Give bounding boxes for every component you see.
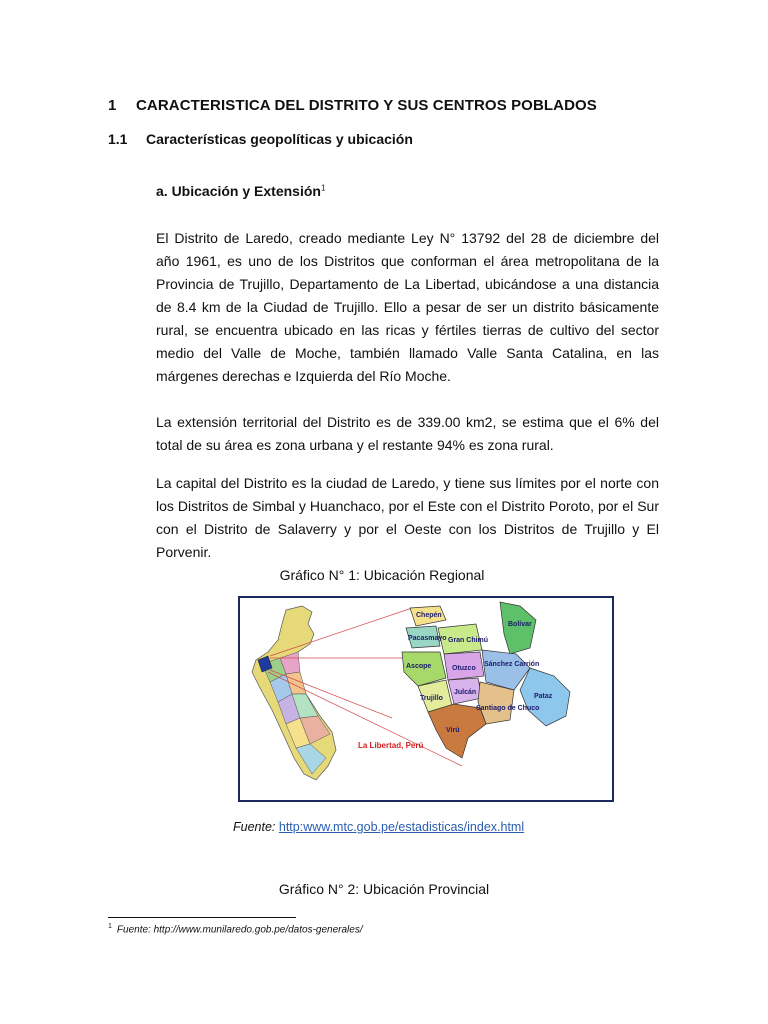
- footnote-mark: 1: [108, 923, 112, 930]
- footnote-text: Fuente: http://www.munilaredo.gob.pe/datos-generales/: [116, 924, 363, 936]
- paragraph-limits: La capital del Distrito es la ciudad de Laredo, y tiene sus límites por el norte con los Distritos de Simbal y Huanchaco, por el Este con el Distrito Poroto, por el Sur con el Distrito de Salaverry y por el Oeste con los Distritos de Trujillo y El Porvenir.: [156, 475, 659, 560]
- footnote: [108, 923, 363, 935]
- province-bolivar: [500, 602, 536, 654]
- footnote-reference: 1: [320, 183, 326, 193]
- figure1-caption: Gráfico N° 1: Ubicación Regional: [279, 567, 485, 583]
- regional-map: [238, 596, 614, 802]
- subsection-number: 1.1: [108, 131, 128, 147]
- source-label: Fuente:: [233, 820, 276, 834]
- map-title: La Libertad, Perú: [358, 741, 424, 750]
- map-label-viru: Virú: [446, 727, 460, 734]
- map-label-sanchez-carrion: Sánchez Carrión: [484, 661, 540, 668]
- footnote-divider: [108, 917, 296, 918]
- subsection-title: Características geopolíticas y ubicación: [146, 131, 413, 147]
- section-title: CARACTERISTICA DEL DISTRITO Y SUS CENTROS POBLADOS: [136, 97, 597, 114]
- regional-map-illustration: [240, 598, 612, 800]
- item-heading: [156, 183, 325, 199]
- item-title: a. Ubicación y Extensión: [156, 183, 321, 199]
- map-label-santiago-de-chuco: Santiago de Chuco: [476, 705, 540, 712]
- map-label-pacasmayo: Pacasmayo: [408, 635, 447, 642]
- map-label-otuzco: Otuzco: [452, 665, 476, 672]
- map-label-chepen: Chepén: [416, 612, 442, 619]
- figure2-caption: Gráfico N° 2: Ubicación Provincial: [278, 881, 490, 897]
- paragraph-location: El Distrito de Laredo, creado mediante Ley N° 13792 del 28 de diciembre del año 1961, es uno de los Distritos que conforman el área metropolitana de la Provincia de Trujillo, Departamento de La Libertad, ubicándose a una distancia de 8.4 km de la Ciudad de Trujillo. Ello a pesar de ser un distrito básicamente rural, se encuentra ubicado en las ricas y fértiles tierras de cultivo del sector medio del Valle de Moche, también llamado Valle Santa Catalina, en las márgenes derechas e Izquierda del Río Moche.: [156, 230, 659, 384]
- section-number: 1: [108, 97, 117, 114]
- map-label-ascope: Ascope: [406, 663, 432, 670]
- map-label-julcan: Julcán: [454, 689, 477, 696]
- section-heading: [108, 97, 597, 114]
- map-label-trujillo: Trujillo: [420, 695, 443, 702]
- map-label-pataz: Pataz: [534, 693, 553, 700]
- figure1-source: [233, 820, 524, 834]
- paragraph-extension: La extensión territorial del Distrito es de 339.00 km2, se estima que el 6% del total de su área es zona urbana y el restante 94% es zona rural.: [156, 414, 659, 453]
- map-label-gran-chimu: Gran Chimú: [448, 637, 489, 644]
- source-link[interactable]: http:www.mtc.gob.pe/estadisticas/index.html: [278, 820, 525, 834]
- subsection-heading: [108, 131, 413, 147]
- map-label-bolivar: Bolívar: [508, 621, 532, 628]
